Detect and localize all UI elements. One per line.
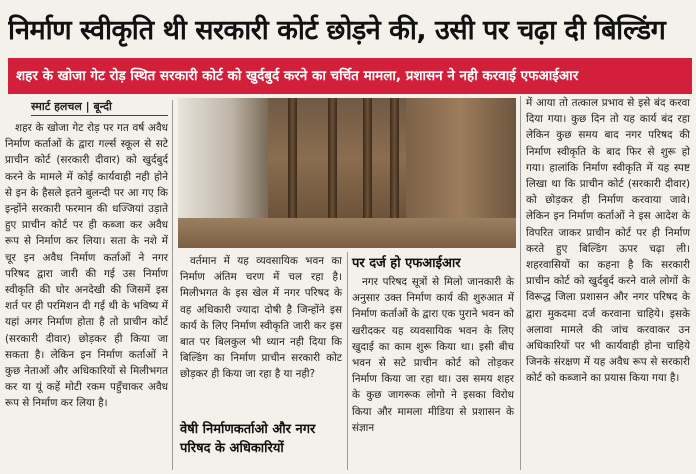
headline: निर्माण स्वीकृति थी सरकारी कोर्ट छोड़ने की, उसी पर चढ़ा दी बिल्डिंग <box>8 15 666 46</box>
column-3-text: नगर परिषद सूत्रों से मिलो जानकारी के अनुसार उक्त निर्माण कार्य की शुरुआत में निर्माण कर्ताओं के द्वारा एक पुराने भवन को खरीदकर यह व्यवसायिक भवन के लिए खुदाई का काम शुरू किया था। इसी बीच भवन से सटे प्राचीन कोर्ट को तोड़कर निर्माण किया जा रहा था। उस समय शहर के कुछ जागरूक लोगो ने इसका विरोध किया और मामला मीडिया से प्रशासन के संज्ञान <box>352 276 514 434</box>
column-divider <box>347 252 348 470</box>
article-column-2 <box>180 253 342 403</box>
column-1-text: शहर के खोजा गेट रोड़ पर गत वर्ष अवैध निर्माण कर्ताओं के द्वारा गर्ल्स स्कूल से सटे प्राचीन कोर्ट (सरकारी दीवार) को खुर्दबुर्द करने के मामले में कोई कार्यवाही नही होने से इन के हैसले इतने बुलन्दी पर आ गए कि इन्होंने सरकारी फरमान की धज्जियां उड़ाते हुए प्राचीन कोर्ट पर ही कब्जा कर अवैध रूप से निर्माण कर लिया। सता के नशे में चूर इन अवैध निर्माण कर्ताओं ने नगर परिषद द्वारा जारी की गई उस निर्माण स्वीकृति की घोर अनदेखी की जिसमें इस शर्त पर ही परमिशन दी गई थी के भविष्य में यहां अगर निर्माण होता है तो प्राचीन कोर्ट (सरकारी दीवार) छोड़कर ही किया जा सकता है। लेकिन इन निर्माण कर्ताओं ने कुछ नेताओं और अधिकारियों से मिलीभगत कर या यूं कहें मोटी रकम पहुँचाकर अवैध रूप से निर्माण कर लिया है। <box>5 122 168 410</box>
column-2-text: वर्तमान में यह व्यवसायिक भवन का निर्माण अंतिम चरण में चल रहा है। मिलीभगत के इस खेल में नगर परिषद के वह अधिकारी ज्यादा दोषी है जिन्होंने इस कार्य के लिए निर्माण स्वीकृति जारी कर इस बात पर बिलकुल भी ध्यान नही दिया कि बिल्डिंग का निर्माण प्राचीन सरकारी कोट छोड़कर ही किया जा रहा है या नही? <box>180 255 342 381</box>
article-column-4 <box>526 95 690 473</box>
column-4-text: में आया तो तत्काल प्रभाव से इसे बंद करवा दिया गया। कुछ दिन तो यह कार्य बंद रहा लेकिन कुछ समय बाद नगर परिषद की निर्माण स्वीकृति के बाद फिर से शुरू हो गया। हालांकि निर्माण स्वीकृति में यह स्पष्ट लिखा था कि प्राचीन कोर्ट (सरकारी दीवार) को छोड़कर ही निर्माण करवाया जावे। लेकिन इन निर्माण कर्ताओं ने इस आदेश के विपरित जाकर प्राचीन कोर्ट पर ही निर्माण करते हुए बिल्डिंग ऊपर चढ़ा ली। शहरवासियों का कहना है कि सरकारी प्राचीन कोर्ट को खुर्दबुर्द करने वाले लोगों के विरूद्ध जिला प्रशासन और नगर परिषद के द्वारा मुकदमा दर्ज करवाना चाहिये। इसके अलावा मामले की जांच करवाकर उन अधिकारियों पर भी कार्यवाही होना चाहिये जिनके संरक्षण में यह अवैध रूप से सरकारी कोर्ट को कब्जाने का प्रयास किया गया है। <box>526 97 690 385</box>
subheadline-banner: शहर के खोजा गेट रोड़ स्थित सरकारी कोर्ट को खुर्दबुर्द करने का चर्चित मामला, प्रशासन ने नही करवाई एफआईआर <box>8 58 692 94</box>
article-column-1 <box>5 100 168 470</box>
column-divider <box>520 96 521 470</box>
article-column-3 <box>352 274 514 474</box>
subhead-fir: पर दर्ज हो एफआईआर <box>352 256 461 271</box>
column-divider <box>172 100 173 470</box>
subhead-accused: वेषी निर्माणकर्ताओ और नगर परिषद के अधिकारियों <box>180 422 316 456</box>
building-construction-photo <box>178 98 516 248</box>
byline: स्मार्ट हलचल | बून्दी <box>31 100 168 116</box>
photo-rubble <box>178 218 516 248</box>
